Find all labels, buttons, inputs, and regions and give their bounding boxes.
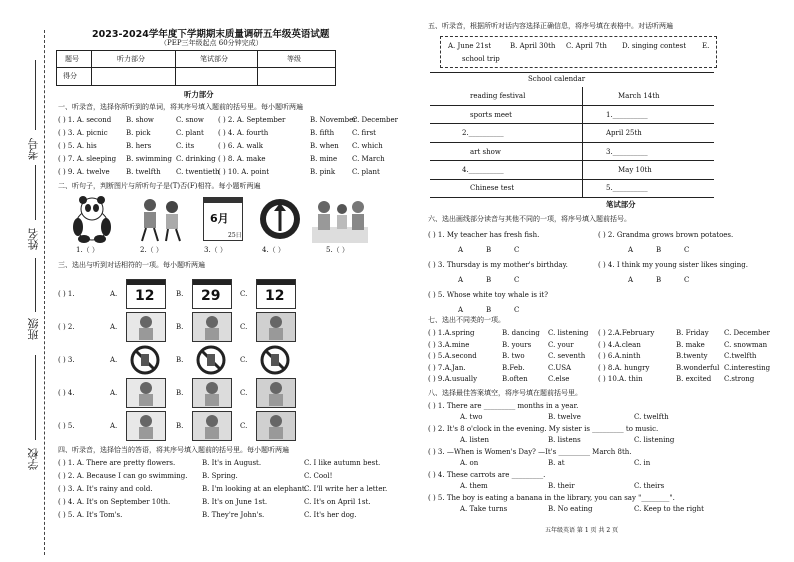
q8-option-c: C. twelfth <box>634 413 669 421</box>
q5-option: C. April 7th <box>566 42 607 50</box>
q7-cell: B.often <box>502 375 528 383</box>
listening-header: 听力部分 <box>184 90 214 99</box>
q4-cell: ( ) 4. A. It's on September 10th. <box>58 498 171 506</box>
page-footer: 五年级英语 第 1 页 共 2 页 <box>545 527 619 534</box>
q5-event-cell: reading festival <box>470 92 526 100</box>
q5-table-rule <box>430 123 714 124</box>
q6-choice-letter: B <box>656 246 662 254</box>
q1-cell: B. show <box>126 116 154 124</box>
q1-cell: C. which <box>352 142 383 150</box>
q3-option-letter: C. <box>240 323 248 331</box>
calendar-month: 6月 <box>210 212 229 225</box>
q7-cell: ( ) 5.A.second <box>428 352 477 360</box>
q3-option-letter: C. <box>240 422 248 430</box>
q7-cell: B.Feb. <box>502 363 525 372</box>
q3-option-letter: A. <box>110 356 118 364</box>
q1-cell: C. plant <box>352 168 380 176</box>
q8-option-a: A. them <box>460 482 488 490</box>
q8-question: ( ) 2. It's 8 o'clock in the evening. My sister is _________ to music. <box>428 425 659 433</box>
q7-cell: ( ) 10.A. thin <box>598 375 643 383</box>
q5-date-cell: March 14th <box>618 92 660 100</box>
writing-header: 笔试部分 <box>606 200 636 209</box>
q1-cell: C. March <box>352 155 385 163</box>
q7-cell: ( ) 2.A.February <box>598 329 655 337</box>
q2-answer-blank: 1.（ ） <box>76 246 99 254</box>
q1-cell: B. swimming <box>126 155 172 163</box>
side-label-name: 姓名 <box>27 228 40 250</box>
q6-choice-letter: A <box>458 276 464 284</box>
q3-option-picture <box>256 312 296 342</box>
q3-option-picture <box>126 345 166 375</box>
q1-cell: B. mine <box>310 155 338 163</box>
q3-option-picture <box>256 279 296 309</box>
calendar-picture <box>203 197 243 241</box>
q5-option: E. <box>702 42 710 50</box>
q5-title: 五、听录音，根据所听对话内容选择正确信息，将序号填在表格中。对话听两遍 <box>428 22 673 30</box>
exam-title: 2023-2024学年度下学期期末质量调研五年级英语试题 <box>92 29 330 40</box>
q3-row-label: ( ) 5. <box>58 422 75 430</box>
q8-option-c: C. Keep to the right <box>634 505 704 513</box>
q7-cell: ( ) 8.A. hungry <box>598 363 650 372</box>
q2-answer-blank: 4.（ ） <box>262 246 285 254</box>
q1-cell: ( ) 2. A. September <box>218 116 286 124</box>
side-underline-1 <box>35 60 36 130</box>
q1-cell: B. twelfth <box>126 168 161 176</box>
q4-cell: B. They're John's. <box>202 511 265 519</box>
q5-table-rule <box>430 160 714 161</box>
q3-calendar-number: 12 <box>265 288 285 304</box>
score-header-writing: 笔试部分 <box>200 55 228 63</box>
q1-cell: B. fifth <box>310 129 335 137</box>
q7-cell: ( ) 6.A.ninth <box>598 352 641 360</box>
q1-cell: B. pick <box>126 129 151 137</box>
q3-option-letter: A. <box>110 290 118 298</box>
q3-option-picture <box>256 378 296 408</box>
q6-item: ( ) 1. My teacher has fresh fish. <box>428 231 540 239</box>
q7-cell: ( ) 3.A.mine <box>428 340 470 349</box>
q7-cell: C.else <box>548 375 570 383</box>
score-header-no: 题号 <box>65 55 79 63</box>
q6-item: ( ) 2. Grandma grows brown potatoes. <box>598 231 734 239</box>
q3-option-letter: B. <box>176 422 184 430</box>
q3-option-letter: B. <box>176 323 184 331</box>
q5-option: A. June 21st <box>448 42 492 50</box>
q7-cell: B.twenty <box>676 352 708 360</box>
q7-cell: B. yours <box>502 340 532 349</box>
q3-row-label: ( ) 3. <box>58 356 75 364</box>
q7-cell: ( ) 7.A.Jan. <box>428 363 466 372</box>
q2-title: 二、听句子，判断图片与所听句子是(T)否(F)相符。每小题听两遍 <box>58 182 261 190</box>
q7-cell: C. seventh <box>548 352 586 360</box>
q4-title: 四、听录音，选择恰当的答语，将其序号填入题前的括号里。每小题听两遍 <box>58 446 289 454</box>
q5-option: B. April 30th <box>510 42 556 50</box>
q5-table-title: School calendar <box>528 75 586 83</box>
q1-cell: ( ) 10. A. point <box>218 168 270 176</box>
q1-cell: ( ) 9. A. twelve <box>58 168 110 176</box>
family-picture <box>312 197 368 243</box>
q3-option-picture <box>126 378 166 408</box>
q3-row-label: ( ) 1. <box>58 290 75 298</box>
q3-option-picture <box>126 312 166 342</box>
q8-option-c: C. in <box>634 459 651 467</box>
q5-table-rule <box>430 105 714 106</box>
q7-cell: C.interesting <box>724 363 771 372</box>
q6-choice-letter: A <box>458 306 464 314</box>
side-underline-4 <box>35 355 36 440</box>
q7-cell: B.wonderful <box>676 363 720 372</box>
q7-cell: B. dancing <box>502 329 540 337</box>
q5-event-cell: Chinese test <box>470 184 515 192</box>
q6-choice-letter: B <box>656 276 662 284</box>
q1-cell: B. November <box>310 116 357 124</box>
q6-choice-letter: C <box>514 246 520 254</box>
q3-option-letter: C. <box>240 290 248 298</box>
q4-cell: B. It's on June 1st. <box>202 498 268 506</box>
q8-option-b: B. No eating <box>548 505 593 513</box>
q1-title: 一、听录音，选择你所听到的单词，将其序号填入题前的括号里。每小题听两遍 <box>58 103 303 111</box>
side-underline-3 <box>35 258 36 312</box>
q3-option-letter: C. <box>240 356 248 364</box>
q1-cell: ( ) 5. A. his <box>58 142 97 150</box>
q6-choice-letter: C <box>514 306 520 314</box>
score-header-grade: 等级 <box>287 55 301 63</box>
q5-table-rule <box>430 179 714 180</box>
q1-cell: ( ) 6. A. walk <box>218 142 263 150</box>
binding-line <box>44 30 45 555</box>
q1-cell: B. pink <box>310 168 336 176</box>
q5-option: D. singing contest <box>622 42 687 50</box>
q3-option-letter: A. <box>110 323 118 331</box>
q3-option-picture <box>126 279 166 309</box>
exam-subtitle: （PEP三年级起点 60分钟完成） <box>160 39 263 47</box>
q3-option-picture <box>126 411 166 441</box>
side-label-exam-number: 考号 <box>27 138 40 160</box>
q7-cell: B. make <box>676 340 705 349</box>
q2-answer-blank: 3.（ ） <box>204 246 227 254</box>
q7-cell: C. listening <box>548 329 589 337</box>
q3-title: 三、选出与听到对话相符的一项。每小题听两遍 <box>58 261 205 269</box>
q7-cell: B. two <box>502 352 525 360</box>
panda-picture <box>68 195 116 243</box>
q4-cell: B. Spring. <box>202 472 238 480</box>
q6-choice-letter: C <box>514 276 520 284</box>
q3-option-letter: A. <box>110 422 118 430</box>
q3-option-picture <box>256 345 296 375</box>
q6-item: ( ) 5. Whose white toy whale is it? <box>428 291 548 299</box>
q3-calendar-number: 29 <box>201 288 221 304</box>
q6-choice-letter: C <box>684 276 690 284</box>
q1-cell: C. its <box>176 142 195 150</box>
q6-title: 六、选出画线部分读音与其他不同的一项，将序号填入题前括号。 <box>428 215 631 223</box>
q8-question: ( ) 4. These carrots are _________. <box>428 471 546 479</box>
q5-date-cell: 5.__________ <box>606 184 648 192</box>
q4-cell: C. Cool! <box>304 472 333 480</box>
q7-cell: ( ) 9.A.usually <box>428 375 478 383</box>
q8-title: 八、选择最佳答案填空，将序号填在题前括号里。 <box>428 389 582 397</box>
q8-question: ( ) 1. There are _________ months in a year. <box>428 402 579 410</box>
q8-option-a: A. on <box>460 459 479 467</box>
q1-cell: C. plant <box>176 129 204 137</box>
q7-cell: C. snowman <box>724 340 768 349</box>
q5-event-cell: 2.__________ <box>462 129 504 137</box>
q7-cell: ( ) 4.A.clean <box>598 340 641 349</box>
traffic-sign-picture <box>258 197 302 241</box>
q1-cell: ( ) 4. A. fourth <box>218 129 269 137</box>
q1-cell: B. when <box>310 142 339 150</box>
q3-option-picture <box>192 378 232 408</box>
q5-date-cell: April 25th <box>606 129 642 137</box>
q3-option-picture <box>192 345 232 375</box>
q5-date-cell: 3.__________ <box>606 148 648 156</box>
q3-row-label: ( ) 4. <box>58 389 75 397</box>
q4-cell: C. I'll write her a letter. <box>304 485 388 493</box>
children-picture <box>136 197 186 243</box>
q4-cell: ( ) 1. A. There are pretty flowers. <box>58 459 176 467</box>
q8-option-b: B. twelve <box>548 413 581 421</box>
q6-choice-letter: B <box>486 276 492 284</box>
q7-cell: C.twelfth <box>724 352 757 360</box>
q1-cell: C. drinking <box>176 155 216 163</box>
q4-cell: ( ) 5. A. It's Tom's. <box>58 511 123 519</box>
q4-cell: C. I like autumn best. <box>304 459 381 467</box>
q1-cell: ( ) 3. A. picnic <box>58 129 108 137</box>
q4-cell: C. It's her dog. <box>304 511 357 519</box>
q6-choice-letter: B <box>486 246 492 254</box>
q5-event-cell: art show <box>470 148 501 156</box>
q6-choice-letter: C <box>684 246 690 254</box>
q6-item: ( ) 3. Thursday is my mother's birthday. <box>428 261 568 269</box>
q5-table-rule <box>430 142 714 143</box>
q7-cell: B. excited <box>676 375 712 383</box>
q5-options-box <box>440 36 717 68</box>
q3-option-picture <box>192 411 232 441</box>
q7-cell: C. December <box>724 329 770 337</box>
q6-choice-letter: B <box>486 306 492 314</box>
q5-date-cell: May 10th <box>618 166 652 174</box>
q3-option-picture <box>192 279 232 309</box>
q4-cell: B. It's in August. <box>202 459 262 467</box>
q7-cell: C.USA <box>548 363 572 372</box>
q7-cell: B. Friday <box>676 329 709 337</box>
score-table <box>56 50 336 86</box>
q4-cell: C. It's on April 1st. <box>304 498 371 506</box>
q7-cell: ( ) 1.A.spring <box>428 329 475 337</box>
q2-answer-blank: 2.（ ） <box>140 246 163 254</box>
q6-choice-letter: A <box>458 246 464 254</box>
q4-cell: ( ) 2. A. Because I can go swimming. <box>58 472 188 480</box>
q1-cell: ( ) 8. A. make <box>218 155 266 163</box>
q6-choice-letter: A <box>628 246 634 254</box>
q8-option-c: C. listening <box>634 436 675 444</box>
q3-option-letter: B. <box>176 290 184 298</box>
q6-item: ( ) 4. I think my young sister likes singing. <box>598 261 748 269</box>
score-row-label: 得分 <box>63 72 77 80</box>
q6-choice-letter: A <box>628 276 634 284</box>
q3-calendar-number: 12 <box>135 288 155 304</box>
q1-cell: C. December <box>352 116 398 124</box>
q1-cell: ( ) 7. A. sleeping <box>58 155 117 163</box>
q3-option-picture <box>192 312 232 342</box>
q3-option-letter: C. <box>240 389 248 397</box>
q2-answer-blank: 5.（ ） <box>326 246 349 254</box>
q1-cell: C. snow <box>176 116 204 124</box>
q3-option-letter: A. <box>110 389 118 397</box>
q8-question: ( ) 3. —When is Women's Day? —It's _________ March 8th. <box>428 448 632 456</box>
q8-option-b: B. their <box>548 482 575 490</box>
q7-title: 七、选出不同类的一项。 <box>428 316 505 324</box>
score-header-listening: 听力部分 <box>117 55 145 63</box>
q7-cell: C. your <box>548 340 574 349</box>
q4-cell: ( ) 3. A. It's rainy and cold. <box>58 485 153 493</box>
q1-cell: B. hers <box>126 142 152 150</box>
q8-option-c: C. theirs <box>634 482 665 490</box>
q4-cell: B. I'm looking at an elephant. <box>202 485 307 493</box>
q5-date-cell: 1.__________ <box>606 111 648 119</box>
q1-cell: C. twentieth <box>176 168 220 176</box>
side-label-class: 班级 <box>27 318 40 340</box>
q1-cell: C. first <box>352 129 376 137</box>
q8-option-a: A. Take turns <box>460 505 508 513</box>
q8-option-a: A. listen <box>460 436 490 444</box>
side-label-school: 学校 <box>27 448 40 470</box>
side-underline-2 <box>35 165 36 220</box>
q1-cell: ( ) 1. A. second <box>58 116 112 124</box>
q3-row-label: ( ) 2. <box>58 323 75 331</box>
q3-option-letter: B. <box>176 389 184 397</box>
q5-event-cell: 4.__________ <box>462 166 504 174</box>
calendar-day: 25日 <box>228 232 242 239</box>
q7-cell: C.strong <box>724 375 755 383</box>
q8-option-a: A. two <box>460 413 483 421</box>
q5-option-e-text: school trip <box>462 55 500 63</box>
q8-option-b: B. listens <box>548 436 581 444</box>
q3-option-letter: B. <box>176 356 184 364</box>
q8-option-b: B. at <box>548 459 565 467</box>
q3-option-picture <box>256 411 296 441</box>
q5-event-cell: sports meet <box>470 111 512 119</box>
q8-question: ( ) 5. The boy is eating a banana in the library, you can say "________". <box>428 494 675 502</box>
